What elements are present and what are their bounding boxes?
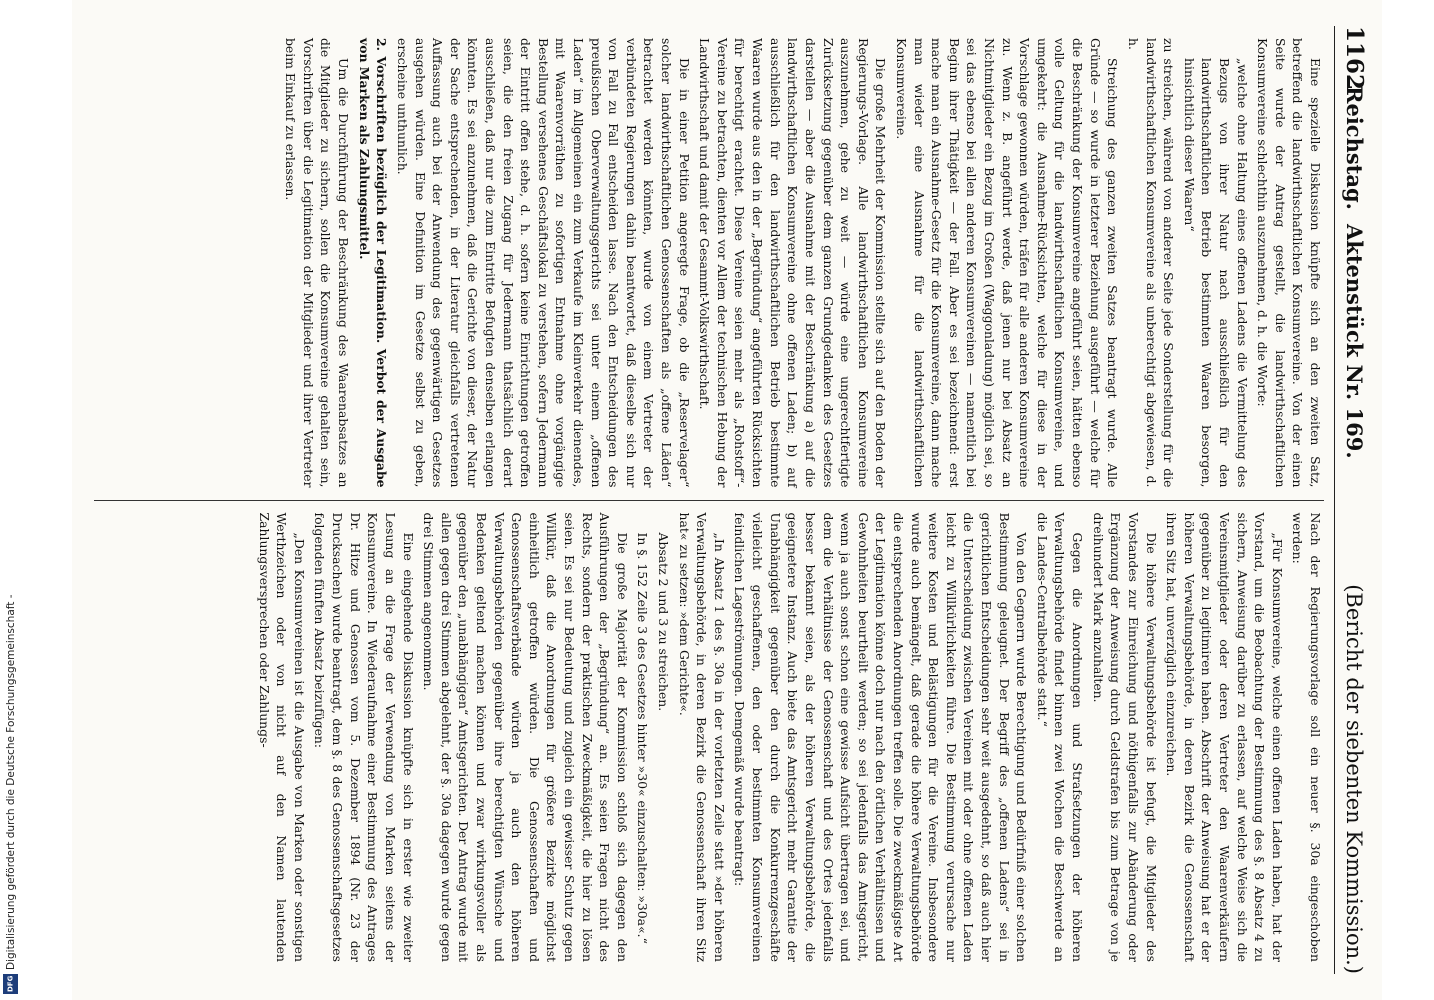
quoted-text: In §. 152 Zeile 3 des Gesetzes hinter »30« einzuschalten: »30a«.“ <box>635 532 651 944</box>
page-header <box>1334 26 1368 974</box>
paragraph: Eine spezielle Diskussion knüpfte sich an den zweiten Satz, betreffend die landwirthschaftlichen Konsumvereine. Von der einen Seite wurde der Antrag gestellt, die landwirthschaftlichen Konsumvereine schlechthin auszunehmen, d. h. die Worte: <box>1255 38 1323 488</box>
quoted-text: Gegen die Anordnungen und Strafsetzungen der höheren Verwaltungsbehörde findet binnen zwei Wochen die Beschwerde an die Landes-Centralbehörde statt.“ <box>1034 512 1086 962</box>
scanned-page <box>72 0 1382 1000</box>
paragraph: Streichung des ganzen zweiten Satzes beantragt wurde. Alle Gründe — so wurde in letzterer Beziehung ausgeführt — welche für die Beschränkung der Konsumvereine angeführt seien, hätten ebenso volle Geltung für die landwirthschaftlichen Konsumvereine, und umgekehrt: die Ausnahme-Rücksichten, welche für diese in der Vorschlage gewonnen würden, träfen für alle anderen Konsumvereine zu. Wenn z. B. angeführt werde, daß jenen nur bei Absatz an Nichtmitglieder ein Bezug im Großen (Waggonladung) möglich sei, so sei das ebenso bei allen anderen Konsumvereinen — namentlich bei Beginn ihrer Thätigkeit — der Fall. Aber es sei bezeichnend: erst mache man ein Ausnahme-Gesetz für die Konsumvereine, dann mache man wieder eine Ausnahme für die landwirthschaftlichen Konsumvereine. <box>893 38 1121 488</box>
right-column <box>94 500 1324 975</box>
paragraph: Um die Durchführung der Beschränkung des Waarenabsatzes an die Mitglieder zu sichern, sollen die Konsumvereine gehalten sein, Vorschriften über die Legitimation der Mitglieder und ihrer Vertreter beim Einkauf zu erlassen. <box>283 38 352 488</box>
paragraph: Die große Mehrheit der Kommission stellte sich auf den Boden der Regierungs-Vorlage. Alle landwirthschaftlichen Konsumvereine auszunehmen, gehe zu weit — würde eine ungerechtfertigte Zurücksetzung gegenüber dem ganzen Grundgedanken des Gesetzes darstellen — aber die Ausnahme mit der Beschränkung a) auf die landwirthschaftlichen Konsumvereine ohne offenen Laden; b) auf ausschließlich für den landwirthschaftlichen Betrieb bestimmte Waaren wurde aus den in der „Begründung“ angeführten Rücksichten für berechtigt erachtet. Diese Vereine seien mehr als „Rohstoff“-Vereine zu betrachten, dienten vor Allem der technischen Hebung der Landwirthschaft und damit der Gesammt-Volkswirthschaft. <box>697 38 889 488</box>
paragraph: Die in einer Petition angeregte Frage, ob die „Reservelager“ solcher landwirthschaftlichen Genossenschaften als „offene Läden“ betrachtet werden könnten, wurde von einem Vertreter der verbündeten Regierungen dahin beantwortet, daß dieselbe sich nur von Fall zu Fall entscheiden lasse. Nach den Entscheidungen des preußischen Oberverwaltungsgerichts sei unter einem „offenen Laden“ im Allgemeinen ein zum Verkaufe im Kleinverkehr dienendes, mit Waarenvorräthen zu sofortigen Entnahme ohne vorgängige Bestellung versehenes Geschäftslokal zu verstehen, sofern Jedermann der Eintritt offen stehe, d. h. sofern keine Einrichtungen getroffen seien, die den freien Zugang für Jedermann thatsächlich derart ausschließen, daß nur die zum Eintritte Befugten denselben erlangen könnten. Es sei anzunehmen, daß die Gerichte von dieser, der Natur der Sache entsprechenden, in der Literatur gleichfalls vertretenen Auffassung auch bei der Anwendung des gegenwärtigen Gesetzes ausgehen würden. Eine Definition im Gesetze selbst zu geben, erscheine unthunlich. <box>394 38 692 488</box>
section-heading: 2. Vorschriften bezüglich der Legitimation. Verbot der Ausgabe von Marken als Zahlungsmittel. <box>356 38 390 488</box>
dfg-logo: DFG <box>3 974 18 994</box>
paragraph: Die große Majorität der Kommission schloß sich dagegen den Ausführungen der „Begründung“ an. Es seien Fragen nicht des Rechts, sondern der praktischen Zweckmäßigkeit, die hier zu lösen seien. Es sei nur Bedeutung und zugleich ein gewisser Schutz gegen Willkür, daß die Anordnungen für größere Bezirke möglichst einheitlich getroffen würden. Die Genossenschaften und Genossenschaftsverbände würden ja auch den höheren Verwaltungsbehörden gegenüber ihre berechtigten Wünsche und Bedenken geltend machen können und zwar wirkungsvoller als gegenüber den „unabhängigen“ Amtsgerichten. Der Antrag wurde mit allen gegen drei Stimmen abgelehnt, der §. 30a dagegen wurde gegen drei Stimmen angenommen. <box>421 512 630 962</box>
quoted-text: „In Absatz 1 des §. 30a in der vorletzten Zeile statt »der höheren Verwaltungsbehörde, in deren Bezirk die Genossenschaft ihren Sitz hat« zu setzen: »dem Gerichte«. <box>676 512 727 962</box>
paragraph: Nach der Regierungsvorlage soll ein neuer §. 30a eingeschoben werden: <box>1290 512 1323 962</box>
header-report: (Bericht der siebenten Kommission.) <box>1342 584 1366 974</box>
quoted-text: „welche ohne Haltung eines offenen Ladens die Vermittelung des Bezugs von ihrer Natur nach ausschließlich für den landwirthschaftlichen Betrieb bestimmten Waaren besorgen, hinsichtlich dieser Waaren“ <box>1181 58 1250 488</box>
page-number: 1162 <box>1341 26 1368 91</box>
header-title: Reichstag. <box>1342 86 1367 210</box>
quoted-text: „Für Konsumvereine, welche einen offenen Laden haben, hat der Vorstand, um die Beobachtung der Bestimmung des §. 8 Absatz 4 zu sichern, Anweisung darüber zu erlassen, auf welche Weise sich die Vereinsmitglieder oder deren Vertreter den Waarenverkäufern gegenüber zu legitimiren haben. Abschrift der Anweisung hat er der höheren Verwaltungsbehörde, in deren Bezirk die Genossenschaft ihren Sitz hat, unverzüglich einzureichen. <box>1164 512 1285 962</box>
quoted-text: Die höhere Verwaltungsbehörde ist befugt, die Mitglieder des Vorstandes zur Einreichung und nöthigenfalls zur Abänderung oder Ergänzung der Anweisung durch Geldstrafen bis zum Betrage von je dreihundert Mark anzuhalten. <box>1090 512 1159 962</box>
left-column <box>94 26 1324 500</box>
dfg-credit-text: Digitalisierung gefördert durch die Deutsche Forschungsgemeinschaft - <box>5 594 17 970</box>
quoted-text: „Den Konsumvereinen ist die Ausgabe von Marken oder sonstigen Werthzeichen oder von nicht auf den Namen lautenden Zahlungsversprechen oder Zahlungs- <box>256 512 307 962</box>
dfg-credit-strip <box>0 0 22 1000</box>
header-document: Aktenstück Nr. 169. <box>1342 223 1367 459</box>
paragraph: Eine eingehende Diskussion knüpfte sich in erster wie zweiter Lesung an die Frage der Verwendung von Marken seitens der Konsumvereine. In Wiederaufnahme einer Bestimmung des Antrages Dr. Hitze und Genossen vom 5. Dezember 1894 (Nr. 23 der Drucksachen) wurde beantragt, dem §. 8 des Genossenschaftsgesetzes folgenden fünften Absatz beizufügen: <box>312 512 416 962</box>
text-columns <box>94 26 1324 974</box>
paragraph: Von den Gegnern wurde Berechtigung und Bedürfniß einer solchen Bestimmung geleugnet. Der Begriff des „offenen Ladens“ sei in gerichtlichen Entscheidungen sehr weit ausgedehnt, so daß auch hier die Unterscheidung zwischen Vereinen mit oder ohne offenen Laden leicht zu Willkürlichkeiten führe. Die Bestimmung verursache nur weitere Kosten und Belästigungen für die Vereine. Insbesondere wurde auch bemängelt, daß gerade die höhere Verwaltungsbehörde die entsprechenden Anordnungen treffen solle. Die zweckmäßigste Art der Legitimation könne doch nur nach den örtlichen Verhältnissen und Gewohnheiten beurtheilt werden; so sei jedenfalls das Amtsgericht, wenn ja auch sonst schon eine gewisse Aufsicht übertragen sei, und dem die Verhältnisse der Genossenschaft und des Ortes jedenfalls besser bekannt seien, als der höheren Verwaltungsbehörde, die geeignetere Instanz. Auch biete das Amtsgericht mehr Garantie der Unabhängigkeit gegenüber den durch die Konkurrenzgeschäfte vielleicht geschaffenen, den oder bestimmten Konsumvereinen feindlichen Lageströmungen. Demgemäß wurde beantragt: <box>732 512 1030 962</box>
paragraph: zu streichen, während von anderer Seite jede Sonderstellung für die landwirthschaftlichen Konsumvereine als unberechtigt abgewiesen, d. h. <box>1125 38 1177 488</box>
quoted-text: Absatz 2 und 3 zu streichen. <box>656 532 672 712</box>
